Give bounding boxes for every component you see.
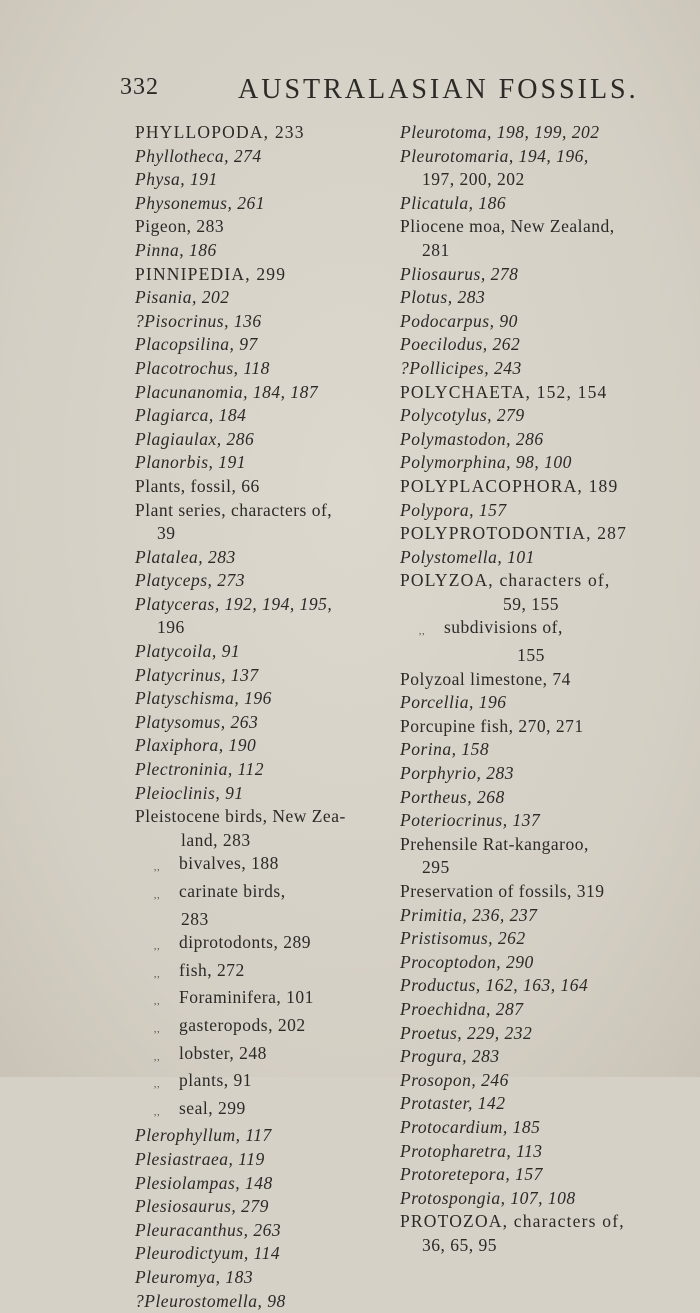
ditto-mark: ,,	[135, 986, 179, 1014]
index-entry: Pliosaurus, 278	[400, 263, 662, 287]
subentry-text: lobster, 248	[179, 1042, 267, 1070]
index-entry: Platycrinus, 137	[135, 664, 397, 688]
index-entry-continuation: 281	[400, 239, 662, 263]
index-entry: PROTOZOA, characters of,	[400, 1210, 662, 1234]
index-entry: Plagiaulax, 286	[135, 428, 397, 452]
subentry-text: carinate birds,	[179, 880, 286, 908]
index-entry: Primitia, 236, 237	[400, 904, 662, 928]
index-entry: Placunanomia, 184, 187	[135, 381, 397, 405]
index-entry: ?Pleurostomella, 98	[135, 1290, 397, 1313]
index-subentry	[135, 1097, 397, 1125]
index-entry: Pinna, 186	[135, 239, 397, 263]
index-entry: Pleuracanthus, 263	[135, 1219, 397, 1243]
index-entry: Planorbis, 191	[135, 451, 397, 475]
index-entry: Protocardium, 185	[400, 1116, 662, 1140]
index-entry: Platycoila, 91	[135, 640, 397, 664]
ditto-mark: ,,	[135, 959, 179, 987]
index-entry: Proetus, 229, 232	[400, 1022, 662, 1046]
index-entry: POLYCHAETA, 152, 154	[400, 381, 662, 405]
ditto-mark: ,,	[400, 616, 444, 644]
index-entry: PINNIPEDIA, 299	[135, 263, 397, 287]
index-entry: POLYZOA, characters of,	[400, 569, 662, 593]
index-entry: Podocarpus, 90	[400, 310, 662, 334]
index-entry: Plagiarca, 184	[135, 404, 397, 428]
index-entry: Porcellia, 196	[400, 691, 662, 715]
index-entry: Polypora, 157	[400, 499, 662, 523]
index-entry: Protaster, 142	[400, 1092, 662, 1116]
index-entry-continuation: 36, 65, 95	[400, 1234, 662, 1258]
index-subentry	[135, 1069, 397, 1097]
index-entry: Preservation of fossils, 319	[400, 880, 662, 904]
index-entry: POLYPROTODONTIA, 287	[400, 522, 662, 546]
index-subentry	[135, 880, 397, 908]
subentry-text: gasteropods, 202	[179, 1014, 306, 1042]
index-entry: Protospongia, 107, 108	[400, 1187, 662, 1211]
index-entry-continuation: 283	[135, 908, 397, 932]
subentry-text: fish, 272	[179, 959, 245, 987]
index-entry: Pristisomus, 262	[400, 927, 662, 951]
page-number: 332	[120, 74, 159, 101]
index-subentry	[400, 616, 662, 644]
index-entry: Polystomella, 101	[400, 546, 662, 570]
index-entry: Plerophyllum, 117	[135, 1124, 397, 1148]
index-entry: Platyschisma, 196	[135, 687, 397, 711]
index-entry: Placotrochus, 118	[135, 357, 397, 381]
subentry-text: Foraminifera, 101	[179, 986, 314, 1014]
index-subentry	[135, 852, 397, 880]
ditto-mark: ,,	[135, 1014, 179, 1042]
index-entry: Polyzoal limestone, 74	[400, 668, 662, 692]
index-entry: Polymastodon, 286	[400, 428, 662, 452]
subentry-text: plants, 91	[179, 1069, 252, 1097]
ditto-mark: ,,	[135, 1069, 179, 1097]
index-entry: Plicatula, 186	[400, 192, 662, 216]
index-entry: ?Pisocrinus, 136	[135, 310, 397, 334]
index-entry: Protoretepora, 157	[400, 1163, 662, 1187]
subentry-text: subdivisions of,	[444, 616, 563, 644]
index-entry: Phyllotheca, 274	[135, 145, 397, 169]
index-entry: Platalea, 283	[135, 546, 397, 570]
index-entry: Pigeon, 283	[135, 215, 397, 239]
index-entry: Proechidna, 287	[400, 998, 662, 1022]
index-subentry	[135, 1042, 397, 1070]
index-subentry	[135, 931, 397, 959]
index-entry: Porphyrio, 283	[400, 762, 662, 786]
running-title: AUSTRALASIAN FOSSILS.	[238, 74, 639, 106]
index-entry: Pleuromya, 183	[135, 1266, 397, 1290]
index-entry: Protopharetra, 113	[400, 1140, 662, 1164]
index-entry: Procoptodon, 290	[400, 951, 662, 975]
ditto-mark: ,,	[135, 1042, 179, 1070]
index-entry: Physa, 191	[135, 168, 397, 192]
index-entry: Poteriocrinus, 137	[400, 809, 662, 833]
index-subentry	[135, 986, 397, 1014]
index-entry: Plant series, characters of,	[135, 499, 397, 523]
index-subentry	[135, 1014, 397, 1042]
index-entry: Plotus, 283	[400, 286, 662, 310]
index-entry: Plesiosaurus, 279	[135, 1195, 397, 1219]
index-subentry	[135, 959, 397, 987]
index-entry: Plaxiphora, 190	[135, 734, 397, 758]
index-entry: Platyceps, 273	[135, 569, 397, 593]
index-entry: Polycotylus, 279	[400, 404, 662, 428]
ditto-mark: ,,	[135, 880, 179, 908]
index-column-right	[400, 121, 662, 1258]
index-entry: PHYLLOPODA, 233	[135, 121, 397, 145]
index-column-left	[135, 121, 397, 1313]
index-entry: ?Pollicipes, 243	[400, 357, 662, 381]
index-entry: Poecilodus, 262	[400, 333, 662, 357]
index-entry: Placopsilina, 97	[135, 333, 397, 357]
index-entry-continuation: 59, 155	[400, 593, 662, 617]
index-entry: Porcupine fish, 270, 271	[400, 715, 662, 739]
index-entry: Portheus, 268	[400, 786, 662, 810]
index-entry: Pleurotomaria, 194, 196,	[400, 145, 662, 169]
index-entry: Pleurotoma, 198, 199, 202	[400, 121, 662, 145]
index-entry: Polymorphina, 98, 100	[400, 451, 662, 475]
index-entry: Pleistocene birds, New Zea-	[135, 805, 397, 829]
index-entry: Porina, 158	[400, 738, 662, 762]
index-entry: Pliocene moa, New Zealand,	[400, 215, 662, 239]
index-entry: Plectroninia, 112	[135, 758, 397, 782]
index-entry: Pleurodictyum, 114	[135, 1242, 397, 1266]
index-entry-continuation: land, 283	[135, 829, 397, 853]
ditto-mark: ,,	[135, 931, 179, 959]
ditto-mark: ,,	[135, 852, 179, 880]
index-entry-continuation: 197, 200, 202	[400, 168, 662, 192]
index-entry-continuation: 39	[135, 522, 397, 546]
index-entry: Prehensile Rat-kangaroo,	[400, 833, 662, 857]
index-entry-continuation: 295	[400, 856, 662, 880]
index-entry-continuation: 155	[400, 644, 662, 668]
index-entry-continuation: 196	[135, 616, 397, 640]
index-entry: Pisania, 202	[135, 286, 397, 310]
index-entry: Physonemus, 261	[135, 192, 397, 216]
index-entry: POLYPLACOPHORA, 189	[400, 475, 662, 499]
subentry-text: diprotodonts, 289	[179, 931, 311, 959]
index-entry: Productus, 162, 163, 164	[400, 974, 662, 998]
index-entry: Pleioclinis, 91	[135, 782, 397, 806]
index-entry: Plesiolampas, 148	[135, 1172, 397, 1196]
index-entry: Prosopon, 246	[400, 1069, 662, 1093]
index-entry: Plants, fossil, 66	[135, 475, 397, 499]
index-entry: Progura, 283	[400, 1045, 662, 1069]
ditto-mark: ,,	[135, 1097, 179, 1125]
subentry-text: seal, 299	[179, 1097, 246, 1125]
subentry-text: bivalves, 188	[179, 852, 279, 880]
index-entry: Platysomus, 263	[135, 711, 397, 735]
index-entry: Platyceras, 192, 194, 195,	[135, 593, 397, 617]
index-entry: Plesiastraea, 119	[135, 1148, 397, 1172]
page-header	[0, 74, 700, 114]
